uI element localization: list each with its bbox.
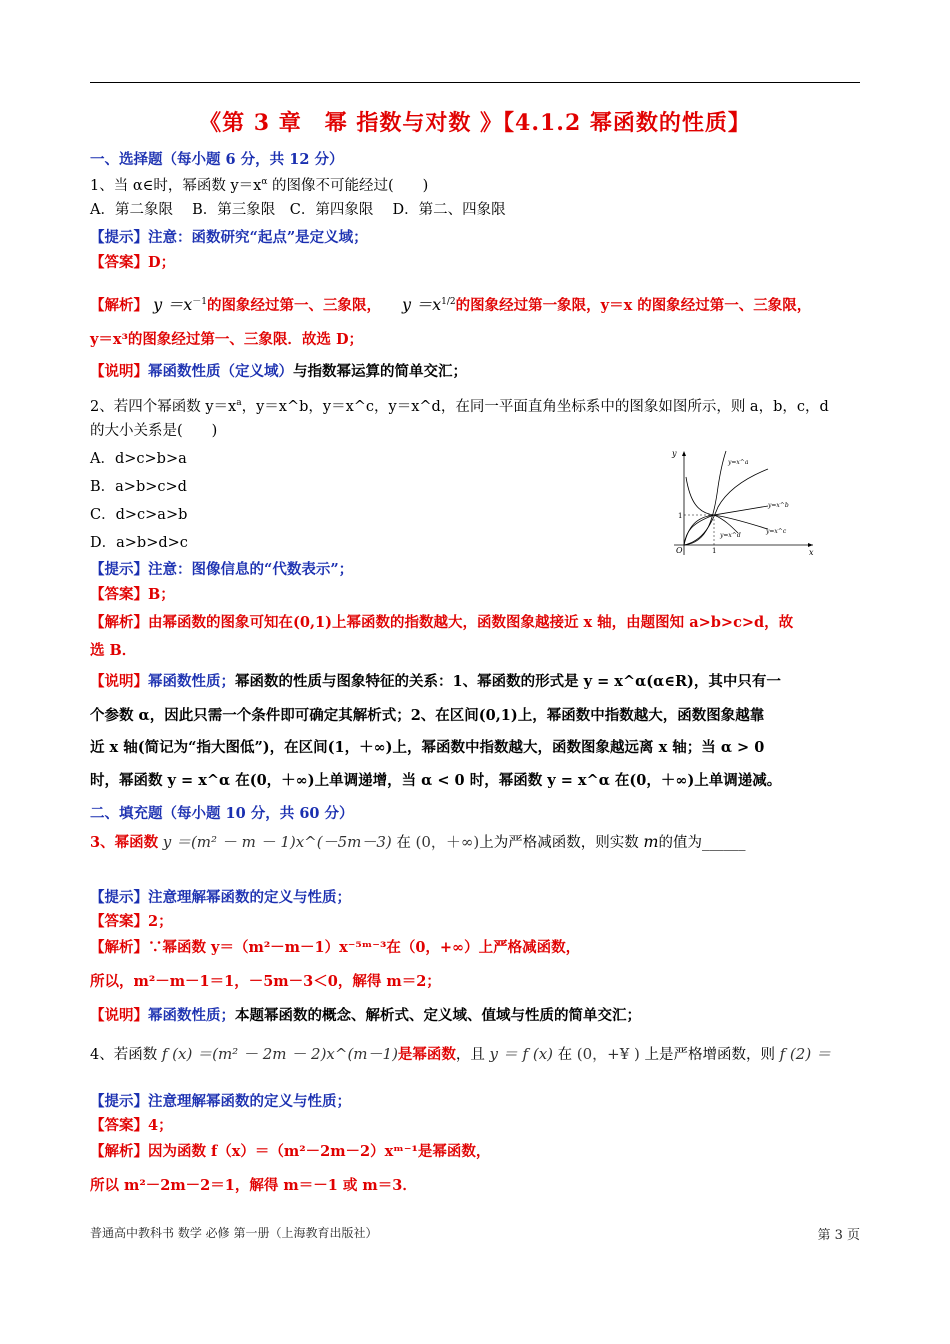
q1-note-blue: 幂函数性质（定义域） [148,363,293,380]
q1-stem-sup: α [261,177,268,187]
q4-num: 4、若函数 [90,1047,158,1063]
q1-answer: 【答案】D； [90,254,176,271]
q1-hint: 【提示】注意：函数研究“起点”是定义域； [90,229,368,246]
q3-mid: 在 [396,835,411,851]
q3-end: 的值为______ [658,835,746,851]
q2-option-c: C．d>c>a>b [90,507,188,523]
q2-note-3: 近 x 轴(简记为“指大图低”)，在区间(1，＋∞)上，幂函数中指数越大，函数图象越远离 x 轴；当 α > 0 [90,739,765,756]
label-curve-d: y=x^d [720,532,741,539]
q1-options: A．第二象限 B．第三象限 C．第四象限 D．第二、四象限 [90,202,506,218]
q1-analysis-e: y＝x³的图象经过第一、三象限．故选 D； [90,331,364,348]
graph-tick-x1: 1 [712,547,717,555]
q2-hint: 【提示】注意：图像信息的“代数表示”； [90,561,354,578]
q3-note-blue: 幂函数性质； [148,1007,235,1024]
q4-hint: 【提示】注意理解幂函数的定义与性质； [90,1093,351,1110]
q1-formula-a: y ＝x [153,294,193,314]
y-axis-arrow [682,451,686,456]
q2-analysis-2: 选 B． [90,642,137,659]
q4-stem [90,1044,831,1065]
q3-note-label: 【说明】 [90,1007,148,1024]
q1-analysis-label: 【解析】 [90,296,148,314]
q2-note-1-text: 幂函数的性质与图象特征的关系：1、幂函数的形式是 y = x^α(α∈R)，其中只有一 [235,673,781,690]
q4-analysis-2: 所以 m²－2m－2＝1，解得 m＝－1 或 m＝3． [90,1177,417,1194]
q4-formula: f (x) ＝(m² － 2m － 2)x^(m－1) [161,1045,398,1063]
q2-note-2: 个参数 α，因此只需一个条件即可确定其解析式；2、在区间(0,1)上，幂函数中指数越大，函数图象越靠 [90,707,765,724]
q4-interval: (0，+¥ ) [576,1045,640,1063]
q4-mid2: 在 [557,1047,573,1063]
q2-note-1 [90,672,781,692]
q3-num: 3、幂函数 [90,834,159,851]
q4-mid: ，且 [455,1047,485,1063]
graph-origin: O [676,546,683,555]
q2-stem-1-text: 2、若四个幂函数 y＝x [90,398,237,415]
section-2-heading: 二、填充题（每小题 10 分，共 60 分） [90,805,354,822]
header-rule [90,82,860,83]
q3-analysis-2: 所以，m²－m－1＝1，－5m－3＜0，解得 m＝2； [90,973,441,990]
q4-red: 是幂函数 [397,1046,456,1063]
q3-answer: 【答案】2； [90,913,173,930]
footer-page-number: 第 3 页 [817,1228,860,1243]
footer-book-title: 普通高中教科书 数学 必修 第一册（上海教育出版社） [90,1226,378,1240]
q2-stem-1: 2、若四个幂函数 $y=x^a$，y＝x^b，y＝x^c，y＝x^d，在同一平面直角坐标系中的图象如图所示，则 a，b，c，d [90,398,829,415]
q3-formula: y ＝(m² － m － 1)x^(－5m－3) [162,833,392,851]
q4-analysis-1: 【解析】因为函数 f（x）＝（m²－2m－2）xᵐ⁻¹是幂函数， [90,1143,491,1160]
q1-formula-c: y ＝x [402,294,442,314]
q2-option-b: B．a>b>c>d [90,479,187,495]
q2-note-4: 时，幂函数 y = x^α 在(0，＋∞)上单调递增，当 α < 0 时，幂函数 y = x^α 在(0，＋∞)上单调递减。 [90,772,782,789]
q2-stem-2: 的大小关系是( ) [90,423,218,439]
q3-note [90,1006,641,1026]
q1-note [90,362,467,382]
q3-hint: 【提示】注意理解幂函数的定义与性质； [90,889,351,906]
q2-option-d: D．a>b>d>c [90,535,188,551]
q1-stem-tail: 的图像不可能经过( ) [267,177,429,194]
q3-var: m [643,832,659,851]
graph-tick-y1: 1 [678,512,683,520]
q4-answer: 【答案】4； [90,1117,173,1134]
curve-d [686,477,738,533]
q1-analysis-b: 的图象经过第一、三象限， [206,296,381,314]
page-title: 《第 3 章 幂 指数与对数 》【4.1.2 幂函数的性质】 [199,110,751,136]
q2-answer: 【答案】B； [90,586,175,603]
q4-tail: 上是严格增函数，则 [644,1047,775,1063]
q1-stem [90,172,428,196]
q1-stem-text: 1、当 α∈时，幂函数 y＝x [90,177,262,194]
q4-end: f (2) ＝ [779,1045,831,1063]
q4-formula2: y ＝ f (x) [489,1045,554,1063]
label-curve-c: y=x^c [766,528,787,535]
graph-x-label: x [809,548,814,557]
q1-formula-a-sup: －1 [192,297,207,307]
q2-option-a: A．d>c>b>a [90,451,187,467]
q1-note-label: 【说明】 [90,363,148,380]
q3-interval: (0，＋∞) [415,833,480,851]
q1-formula-c-sup: 1/2 [441,297,456,307]
curve-a [684,451,726,545]
q2-note-label: 【说明】 [90,673,148,690]
label-curve-b: y=x^b [768,502,789,509]
q2-analysis-1: 【解析】由幂函数的图象可知在(0,1)上幂函数的指数越大，函数图象越接近 x 轴，由题图知 a>b>c>d，故 [90,614,794,631]
q3-note-black: 本题幂函数的概念、解析式、定义域、值域与性质的简单交汇； [235,1007,641,1024]
graph-y-label: y [672,449,677,458]
q2-power-function-graph [668,447,818,559]
q1-note-black: 与指数幂运算的简单交汇； [293,363,467,380]
section-1-heading: 一、选择题（每小题 6 分，共 12 分） [90,151,344,168]
x-axis-arrow [808,543,813,547]
q3-stem [90,832,746,853]
q3-analysis-1: 【解析】∵幂函数 y＝（m²－m－1）x⁻⁵ᵐ⁻³在（0，+∞）上严格减函数， [90,939,581,956]
q3-tail: 上为严格减函数，则实数 [479,835,639,851]
q1-analysis-d: 的图象经过第一象限，y＝x 的图象经过第一、三象限， [455,296,812,314]
q1-analysis [90,292,811,316]
q2-note-blue: 幂函数性质； [148,673,235,690]
label-curve-a: y=x^a [728,459,749,466]
q2-stem-1-rest: ，y＝x^b，y＝x^c，y＝x^d，在同一平面直角坐标系中的图象如图所示，则 a，b，c，d [241,398,829,415]
